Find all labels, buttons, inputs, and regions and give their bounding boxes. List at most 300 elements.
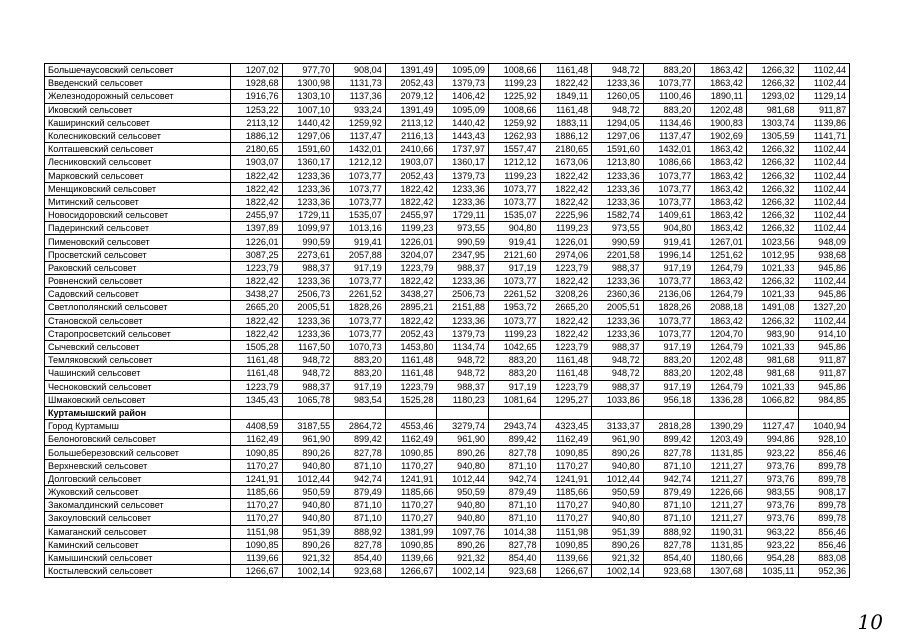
value-cell: 938,68: [798, 248, 850, 261]
value-cell: 948,72: [282, 354, 334, 367]
value-cell: 1162,49: [385, 433, 437, 446]
table-row: [45, 248, 850, 261]
value-cell: 2052,43: [385, 327, 437, 340]
value-cell: 1199,23: [488, 169, 540, 182]
value-cell: 904,80: [643, 222, 695, 235]
tariff-table-sheet: [44, 63, 850, 578]
value-cell: 871,10: [643, 499, 695, 512]
value-cell: 1863,42: [695, 169, 747, 182]
value-cell: 940,80: [437, 459, 489, 472]
value-cell: 4323,45: [540, 420, 592, 433]
value-cell: 1591,60: [592, 143, 644, 156]
value-cell: 904,80: [488, 222, 540, 235]
value-cell: 1849,11: [540, 90, 592, 103]
value-cell: 4553,46: [385, 420, 437, 433]
value-cell: 990,59: [437, 235, 489, 248]
settlement-name: Введенский сельсовет: [45, 77, 231, 90]
value-cell: 983,55: [746, 486, 798, 499]
table-row: [45, 551, 850, 564]
value-cell: 1259,92: [334, 116, 386, 129]
value-cell: 856,46: [798, 525, 850, 538]
tariff-table: [44, 63, 850, 578]
value-cell: 883,20: [488, 367, 540, 380]
value-cell: 1822,42: [385, 275, 437, 288]
table-row: [45, 235, 850, 248]
value-cell: [282, 406, 334, 419]
value-cell: 2974,06: [540, 248, 592, 261]
value-cell: 1928,68: [231, 77, 283, 90]
value-cell: 3187,55: [282, 420, 334, 433]
value-cell: 1822,42: [231, 314, 283, 327]
value-cell: 1233,36: [282, 327, 334, 340]
value-cell: 1432,01: [334, 143, 386, 156]
value-cell: 1151,98: [540, 525, 592, 538]
value-cell: 1007,10: [282, 103, 334, 116]
value-cell: 871,10: [643, 512, 695, 525]
value-cell: 1863,42: [695, 314, 747, 327]
value-cell: 2943,74: [488, 420, 540, 433]
table-row: [45, 314, 850, 327]
settlement-name: Колташевский сельсовет: [45, 143, 231, 156]
value-cell: 1090,85: [231, 446, 283, 459]
value-cell: 2005,51: [592, 301, 644, 314]
value-cell: 1180,66: [695, 551, 747, 564]
value-cell: 940,80: [592, 499, 644, 512]
value-cell: 1139,86: [798, 116, 850, 129]
value-cell: 1863,42: [695, 156, 747, 169]
value-cell: 1226,01: [385, 235, 437, 248]
value-cell: [231, 406, 283, 419]
value-cell: 988,37: [592, 261, 644, 274]
value-cell: 899,78: [798, 512, 850, 525]
value-cell: 856,46: [798, 538, 850, 551]
value-cell: 1491,08: [746, 301, 798, 314]
value-cell: 948,72: [592, 103, 644, 116]
value-cell: 871,10: [488, 512, 540, 525]
value-cell: 973,76: [746, 499, 798, 512]
value-cell: 1453,80: [385, 340, 437, 353]
value-cell: 1251,62: [695, 248, 747, 261]
value-cell: 827,78: [643, 538, 695, 551]
settlement-name: Становской сельсовет: [45, 314, 231, 327]
value-cell: 1086,66: [643, 156, 695, 169]
value-cell: 908,04: [334, 64, 386, 77]
value-cell: 1264,79: [695, 261, 747, 274]
table-row: [45, 420, 850, 433]
value-cell: 883,20: [643, 64, 695, 77]
value-cell: 1102,44: [798, 64, 850, 77]
value-cell: 1170,27: [231, 512, 283, 525]
value-cell: 1303,10: [282, 90, 334, 103]
value-cell: 4408,59: [231, 420, 283, 433]
value-cell: 1233,36: [592, 314, 644, 327]
value-cell: 2261,52: [334, 288, 386, 301]
value-cell: 1902,69: [695, 129, 747, 142]
value-cell: 2079,12: [385, 90, 437, 103]
value-cell: 2455,97: [385, 209, 437, 222]
value-cell: 1170,27: [385, 512, 437, 525]
value-cell: 1073,77: [334, 195, 386, 208]
value-cell: 983,90: [746, 327, 798, 340]
value-cell: 988,37: [282, 261, 334, 274]
value-cell: 1863,42: [695, 275, 747, 288]
value-cell: 1900,83: [695, 116, 747, 129]
settlement-name: Камаганский сельсовет: [45, 525, 231, 538]
table-row: [45, 222, 850, 235]
value-cell: 948,72: [592, 64, 644, 77]
value-cell: 1233,36: [592, 275, 644, 288]
value-cell: 883,20: [643, 354, 695, 367]
value-cell: 940,80: [437, 499, 489, 512]
value-cell: 1863,42: [695, 195, 747, 208]
settlement-name: Просветский сельсовет: [45, 248, 231, 261]
value-cell: 945,86: [798, 380, 850, 393]
value-cell: 1073,77: [643, 169, 695, 182]
table-row: [45, 275, 850, 288]
value-cell: 888,92: [643, 525, 695, 538]
value-cell: 917,19: [643, 340, 695, 353]
value-cell: 883,20: [488, 354, 540, 367]
value-cell: 951,39: [592, 525, 644, 538]
value-cell: 1073,77: [643, 182, 695, 195]
value-cell: 940,80: [437, 512, 489, 525]
value-cell: 1185,66: [385, 486, 437, 499]
value-cell: 1102,44: [798, 182, 850, 195]
value-cell: 1916,76: [231, 90, 283, 103]
value-cell: 1336,28: [695, 393, 747, 406]
value-cell: 1185,66: [540, 486, 592, 499]
value-cell: 1886,12: [231, 129, 283, 142]
value-cell: [695, 406, 747, 419]
table-row: [45, 327, 850, 340]
value-cell: 1260,05: [592, 90, 644, 103]
table-row: [45, 472, 850, 485]
value-cell: 1379,73: [437, 169, 489, 182]
value-cell: 1390,29: [695, 420, 747, 433]
value-cell: 923,68: [643, 565, 695, 578]
value-cell: 1202,48: [695, 367, 747, 380]
value-cell: 1266,32: [746, 222, 798, 235]
value-cell: 1021,33: [746, 288, 798, 301]
table-row: [45, 459, 850, 472]
value-cell: [643, 406, 695, 419]
table-row: [45, 209, 850, 222]
table-row: [45, 538, 850, 551]
value-cell: 1170,27: [385, 459, 437, 472]
table-row: [45, 380, 850, 393]
value-cell: 1102,44: [798, 169, 850, 182]
value-cell: 1073,77: [643, 327, 695, 340]
value-cell: 908,17: [798, 486, 850, 499]
value-cell: [334, 406, 386, 419]
value-cell: 1100,46: [643, 90, 695, 103]
table-row: [45, 156, 850, 169]
value-cell: 963,22: [746, 525, 798, 538]
value-cell: 1890,11: [695, 90, 747, 103]
value-cell: 1095,09: [437, 103, 489, 116]
value-cell: 951,39: [282, 525, 334, 538]
value-cell: 1266,32: [746, 314, 798, 327]
value-cell: 945,86: [798, 288, 850, 301]
value-cell: 1161,48: [385, 354, 437, 367]
value-cell: 1233,36: [437, 314, 489, 327]
value-cell: 942,74: [488, 472, 540, 485]
value-cell: 917,19: [334, 380, 386, 393]
table-row: [45, 195, 850, 208]
value-cell: 1012,44: [282, 472, 334, 485]
value-cell: [488, 406, 540, 419]
value-cell: 1162,49: [540, 433, 592, 446]
table-row: [45, 261, 850, 274]
settlement-name: Костылевский сельсовет: [45, 565, 231, 578]
value-cell: 961,90: [437, 433, 489, 446]
value-cell: 883,20: [643, 103, 695, 116]
value-cell: 1021,33: [746, 340, 798, 353]
value-cell: 2088,18: [695, 301, 747, 314]
value-cell: 1223,79: [385, 261, 437, 274]
value-cell: 1863,42: [695, 209, 747, 222]
value-cell: 1073,77: [334, 275, 386, 288]
value-cell: 1213,80: [592, 156, 644, 169]
value-cell: 899,42: [488, 433, 540, 446]
settlement-name: Митинский сельсовет: [45, 195, 231, 208]
value-cell: 1432,01: [643, 143, 695, 156]
value-cell: 1161,48: [540, 64, 592, 77]
value-cell: 1129,14: [798, 90, 850, 103]
value-cell: 1822,42: [385, 314, 437, 327]
value-cell: 1822,42: [540, 275, 592, 288]
value-cell: 1241,91: [540, 472, 592, 485]
value-cell: 1161,48: [231, 367, 283, 380]
value-cell: 2116,13: [385, 129, 437, 142]
value-cell: 890,26: [282, 538, 334, 551]
value-cell: 856,46: [798, 446, 850, 459]
value-cell: 933,24: [334, 103, 386, 116]
value-cell: 1023,56: [746, 235, 798, 248]
settlement-name: Падеринский сельсовет: [45, 222, 231, 235]
settlement-name: Долговский сельсовет: [45, 472, 231, 485]
value-cell: 940,80: [592, 459, 644, 472]
value-cell: 1241,91: [231, 472, 283, 485]
value-cell: 1095,09: [437, 64, 489, 77]
settlement-name: Закомалдинский сельсовет: [45, 499, 231, 512]
value-cell: 1161,48: [540, 367, 592, 380]
value-cell: 2052,43: [385, 77, 437, 90]
settlement-name: Иковский сельсовет: [45, 103, 231, 116]
value-cell: 948,09: [798, 235, 850, 248]
value-cell: 1139,66: [540, 551, 592, 564]
value-cell: 1233,36: [592, 182, 644, 195]
value-cell: 1262,93: [488, 129, 540, 142]
value-cell: 827,78: [643, 446, 695, 459]
value-cell: 1591,60: [282, 143, 334, 156]
value-cell: 890,26: [282, 446, 334, 459]
value-cell: 1903,07: [231, 156, 283, 169]
value-cell: 942,74: [334, 472, 386, 485]
value-cell: 940,80: [282, 512, 334, 525]
value-cell: 1014,38: [488, 525, 540, 538]
value-cell: 1406,42: [437, 90, 489, 103]
value-cell: 911,87: [798, 103, 850, 116]
value-cell: 1381,99: [385, 525, 437, 538]
settlement-name: Закоуловский сельсовет: [45, 512, 231, 525]
table-row: [45, 182, 850, 195]
value-cell: 1266,32: [746, 156, 798, 169]
value-cell: 1233,36: [592, 195, 644, 208]
table-row: [45, 367, 850, 380]
value-cell: 919,41: [334, 235, 386, 248]
value-cell: [385, 406, 437, 419]
section-title: Куртамышский район: [45, 406, 231, 419]
value-cell: 1295,27: [540, 393, 592, 406]
value-cell: 1021,33: [746, 380, 798, 393]
value-cell: 917,19: [488, 261, 540, 274]
value-cell: 1729,11: [282, 209, 334, 222]
value-cell: 1012,44: [437, 472, 489, 485]
value-cell: 899,42: [334, 433, 386, 446]
value-cell: 1266,32: [746, 64, 798, 77]
value-cell: 1002,14: [282, 565, 334, 578]
value-cell: 1102,44: [798, 209, 850, 222]
value-cell: 917,19: [643, 261, 695, 274]
settlement-name: Камышинский сельсовет: [45, 551, 231, 564]
value-cell: 1170,27: [540, 459, 592, 472]
value-cell: 1211,27: [695, 472, 747, 485]
value-cell: 3279,74: [437, 420, 489, 433]
value-cell: 973,55: [592, 222, 644, 235]
value-cell: 1863,42: [695, 143, 747, 156]
value-cell: 1863,42: [695, 182, 747, 195]
value-cell: 1305,59: [746, 129, 798, 142]
value-cell: 1505,28: [231, 340, 283, 353]
value-cell: 1525,28: [385, 393, 437, 406]
value-cell: 919,41: [643, 235, 695, 248]
value-cell: 1102,44: [798, 275, 850, 288]
value-cell: 1233,36: [282, 182, 334, 195]
value-cell: 3438,27: [385, 288, 437, 301]
value-cell: 1293,02: [746, 90, 798, 103]
value-cell: 1822,42: [231, 195, 283, 208]
value-cell: 1073,77: [334, 182, 386, 195]
value-cell: 2052,43: [385, 169, 437, 182]
value-cell: 1822,42: [385, 182, 437, 195]
value-cell: 827,78: [334, 446, 386, 459]
value-cell: 1266,67: [385, 565, 437, 578]
value-cell: 2201,58: [592, 248, 644, 261]
value-cell: 1294,05: [592, 116, 644, 129]
value-cell: 1134,74: [437, 340, 489, 353]
value-cell: 921,32: [437, 551, 489, 564]
value-cell: 988,37: [592, 380, 644, 393]
value-cell: 890,26: [437, 446, 489, 459]
value-cell: 1822,42: [540, 314, 592, 327]
value-cell: 984,85: [798, 393, 850, 406]
value-cell: 1190,31: [695, 525, 747, 538]
value-cell: 973,55: [437, 222, 489, 235]
table-row: [45, 64, 850, 77]
value-cell: 1139,66: [231, 551, 283, 564]
value-cell: 1440,42: [282, 116, 334, 129]
value-cell: 981,68: [746, 103, 798, 116]
value-cell: 948,72: [592, 367, 644, 380]
value-cell: 854,40: [643, 551, 695, 564]
table-row: [45, 143, 850, 156]
value-cell: 1241,91: [385, 472, 437, 485]
value-cell: 1161,48: [231, 354, 283, 367]
value-cell: 1131,85: [695, 446, 747, 459]
value-cell: 871,10: [488, 499, 540, 512]
value-cell: 988,37: [592, 340, 644, 353]
value-cell: [437, 406, 489, 419]
value-cell: 827,78: [334, 538, 386, 551]
value-cell: 948,72: [437, 354, 489, 367]
settlement-name: Светлополянский сельсовет: [45, 301, 231, 314]
value-cell: 899,42: [643, 433, 695, 446]
value-cell: 1226,01: [231, 235, 283, 248]
settlement-name: Каширинский сельсовет: [45, 116, 231, 129]
value-cell: 1035,11: [746, 565, 798, 578]
value-cell: 2113,12: [231, 116, 283, 129]
value-cell: 1170,27: [540, 512, 592, 525]
value-cell: 1161,48: [385, 367, 437, 380]
settlement-name: Садовский сельсовет: [45, 288, 231, 301]
value-cell: 1440,42: [437, 116, 489, 129]
table-row: [45, 433, 850, 446]
value-cell: 879,49: [488, 486, 540, 499]
table-row: [45, 446, 850, 459]
value-cell: 923,22: [746, 538, 798, 551]
settlement-name: Железнодорожный сельсовет: [45, 90, 231, 103]
value-cell: 1233,36: [437, 195, 489, 208]
value-cell: 1066,82: [746, 393, 798, 406]
value-cell: 1170,27: [231, 499, 283, 512]
value-cell: 1266,32: [746, 195, 798, 208]
settlement-name: Новосидоровский сельсовет: [45, 209, 231, 222]
value-cell: 1264,79: [695, 380, 747, 393]
table-row: [45, 77, 850, 90]
value-cell: 1202,48: [695, 103, 747, 116]
value-cell: 1360,17: [282, 156, 334, 169]
value-cell: 1102,44: [798, 314, 850, 327]
value-cell: 1886,12: [540, 129, 592, 142]
value-cell: 1327,20: [798, 301, 850, 314]
table-row: [45, 129, 850, 142]
table-row: [45, 90, 850, 103]
value-cell: 1065,78: [282, 393, 334, 406]
value-cell: 1073,77: [488, 314, 540, 327]
value-cell: 890,26: [592, 538, 644, 551]
value-cell: 1199,23: [385, 222, 437, 235]
value-cell: 981,68: [746, 367, 798, 380]
settlement-name: Белоноговский сельсовет: [45, 433, 231, 446]
value-cell: 945,86: [798, 261, 850, 274]
table-row: [45, 499, 850, 512]
value-cell: 1002,14: [592, 565, 644, 578]
value-cell: 871,10: [334, 512, 386, 525]
value-cell: 1822,42: [231, 169, 283, 182]
settlement-name: Город Куртамыш: [45, 420, 231, 433]
value-cell: 1223,79: [231, 380, 283, 393]
value-cell: 1828,26: [643, 301, 695, 314]
value-cell: 1233,36: [437, 182, 489, 195]
value-cell: 1212,12: [488, 156, 540, 169]
value-cell: 899,78: [798, 472, 850, 485]
value-cell: 1863,42: [695, 222, 747, 235]
value-cell: [540, 406, 592, 419]
value-cell: 1822,42: [231, 275, 283, 288]
value-cell: 1081,64: [488, 393, 540, 406]
value-cell: 1203,49: [695, 433, 747, 446]
